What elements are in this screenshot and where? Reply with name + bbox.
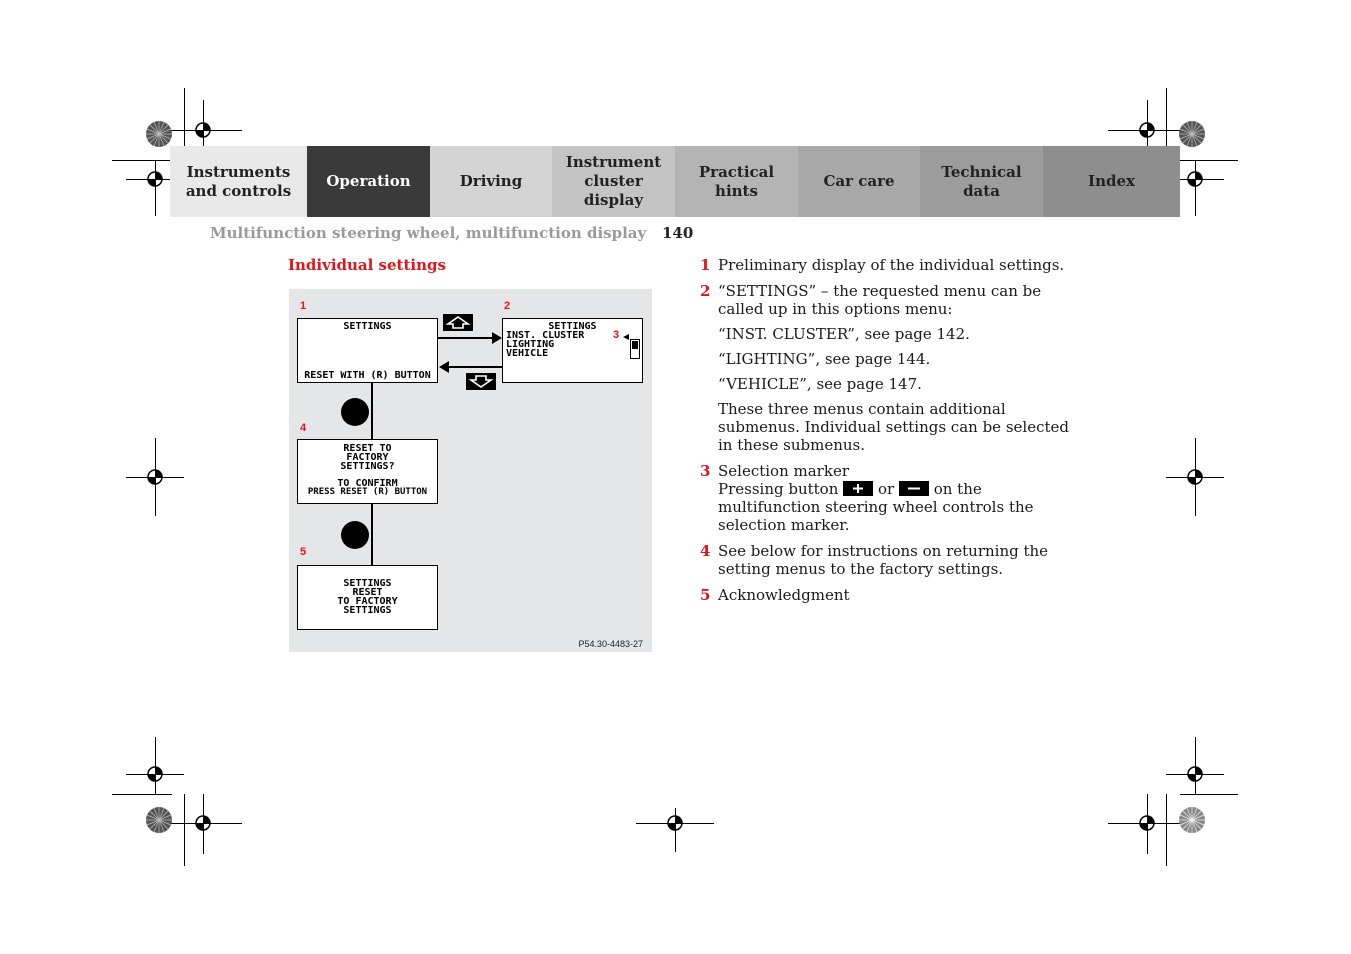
page-number: 140 bbox=[662, 224, 694, 242]
registration-target-icon bbox=[1135, 811, 1159, 835]
tab-label: Technical data bbox=[941, 162, 1022, 200]
screen-line: TO FACTORY bbox=[337, 596, 398, 607]
screen-line: SETTINGS bbox=[343, 578, 392, 589]
cross-reference: “VEHICLE”, see page 147. bbox=[718, 375, 922, 393]
screen-line: TO CONFIRM bbox=[337, 478, 398, 489]
tab-instrument-cluster-display[interactable] bbox=[552, 146, 675, 217]
registration-target-icon bbox=[1135, 118, 1159, 142]
registration-target-icon bbox=[191, 811, 215, 835]
callout-explanations bbox=[700, 256, 1070, 612]
registration-target-icon bbox=[143, 167, 167, 191]
item-number: 1 bbox=[700, 256, 711, 274]
registration-target-icon bbox=[191, 118, 215, 142]
registration-target-icon bbox=[1183, 167, 1207, 191]
registration-target-icon bbox=[1183, 465, 1207, 489]
list-item bbox=[700, 586, 1070, 604]
item-text-pre: Pressing button bbox=[718, 480, 839, 498]
menu-item-lighting: LIGHTING bbox=[506, 339, 555, 350]
screen-line: FACTORY bbox=[346, 452, 389, 463]
scrollbar-icon bbox=[630, 339, 640, 359]
color-rosette-icon bbox=[145, 806, 173, 834]
item-text: Acknowledgment bbox=[718, 586, 850, 604]
tab-car-care[interactable] bbox=[798, 146, 920, 217]
reset-button-icon bbox=[341, 521, 369, 549]
chapter-tab-bar bbox=[170, 146, 1180, 217]
display-screen-settings-menu bbox=[502, 318, 643, 383]
item-text-post: on the multifunction steering wheel controls the selection marker. bbox=[718, 480, 1034, 534]
running-header: Multifunction steering wheel, multifunction display bbox=[210, 224, 647, 242]
section-title: Individual settings bbox=[288, 256, 446, 274]
list-item bbox=[700, 256, 1070, 274]
callout-2: 2 bbox=[504, 300, 511, 312]
minus-button-icon bbox=[899, 481, 929, 496]
up-arrow-button-icon bbox=[443, 314, 473, 331]
figure-code: P54.30-4483-27 bbox=[578, 639, 643, 649]
screen-title: SETTINGS bbox=[548, 321, 597, 332]
tab-label: Index bbox=[1088, 172, 1135, 190]
menu-item-vehicle: VEHICLE bbox=[506, 348, 549, 359]
item-number: 3 bbox=[700, 462, 711, 480]
tab-label: Car care bbox=[823, 172, 895, 190]
registration-target-icon bbox=[663, 811, 687, 835]
tab-index[interactable] bbox=[1043, 146, 1180, 217]
screen-line: RESET TO bbox=[343, 443, 392, 454]
registration-target-icon bbox=[143, 762, 167, 786]
item-text bbox=[718, 480, 1070, 534]
selection-marker-icon bbox=[622, 333, 630, 341]
list-item bbox=[700, 282, 1070, 454]
tab-technical-data[interactable] bbox=[920, 146, 1043, 217]
screen-line: RESET bbox=[352, 587, 383, 598]
list-item bbox=[700, 462, 1070, 534]
color-rosette-icon bbox=[1178, 120, 1206, 148]
item-number: 4 bbox=[700, 542, 711, 560]
screen-line: PRESS RESET (R) BUTTON bbox=[307, 487, 428, 497]
menu-item-inst-cluster: INST. CLUSTER bbox=[506, 330, 585, 341]
tab-instruments-and-controls[interactable] bbox=[170, 146, 307, 217]
tab-label: Operation bbox=[326, 172, 411, 190]
item-text-or: or bbox=[877, 480, 895, 498]
display-screen-reset-confirm bbox=[297, 439, 438, 504]
down-arrow-button-icon bbox=[466, 373, 496, 390]
item-text: See below for instructions on returning the setting menus to the factory settings. bbox=[718, 542, 1049, 578]
color-rosette-icon bbox=[145, 120, 173, 148]
callout-5: 5 bbox=[300, 546, 307, 558]
tab-driving[interactable] bbox=[430, 146, 552, 217]
item-text: “SETTINGS” – the requested menu can be called up in this options menu: bbox=[718, 282, 1042, 318]
callout-3: 3 bbox=[613, 329, 620, 341]
callout-1: 1 bbox=[300, 300, 307, 312]
registration-target-icon bbox=[143, 465, 167, 489]
cross-reference: “INST. CLUSTER”, see page 142. bbox=[718, 325, 970, 343]
tab-label: Driving bbox=[459, 172, 523, 190]
list-item bbox=[700, 542, 1070, 578]
item-number: 5 bbox=[700, 586, 711, 604]
item-number: 2 bbox=[700, 282, 711, 300]
tab-label: Instrument cluster display bbox=[565, 153, 662, 209]
item-title: Selection marker bbox=[718, 462, 849, 480]
item-text: Preliminary display of the individual settings. bbox=[718, 256, 1065, 274]
item-note: These three menus contain additional submenus. Individual settings can be selected in these submenus. bbox=[718, 400, 1069, 454]
plus-button-icon bbox=[843, 481, 873, 496]
tab-label: Instruments and controls bbox=[185, 162, 292, 200]
screen-footer: RESET WITH (R) BUTTON bbox=[304, 370, 431, 381]
settings-menu-diagram bbox=[289, 289, 652, 652]
registration-target-icon bbox=[1183, 762, 1207, 786]
color-rosette-icon bbox=[1178, 806, 1206, 834]
display-screen-settings-reset bbox=[297, 565, 438, 630]
tab-practical-hints[interactable] bbox=[675, 146, 798, 217]
cross-reference: “LIGHTING”, see page 144. bbox=[718, 350, 931, 368]
tab-operation[interactable] bbox=[307, 146, 430, 217]
screen-line: SETTINGS? bbox=[340, 461, 395, 472]
screen-line: SETTINGS bbox=[343, 605, 392, 616]
display-screen-settings bbox=[297, 318, 438, 383]
reset-button-icon bbox=[341, 398, 369, 426]
screen-title: SETTINGS bbox=[343, 321, 392, 332]
callout-4: 4 bbox=[300, 422, 307, 434]
tab-label: Practical hints bbox=[698, 162, 775, 200]
